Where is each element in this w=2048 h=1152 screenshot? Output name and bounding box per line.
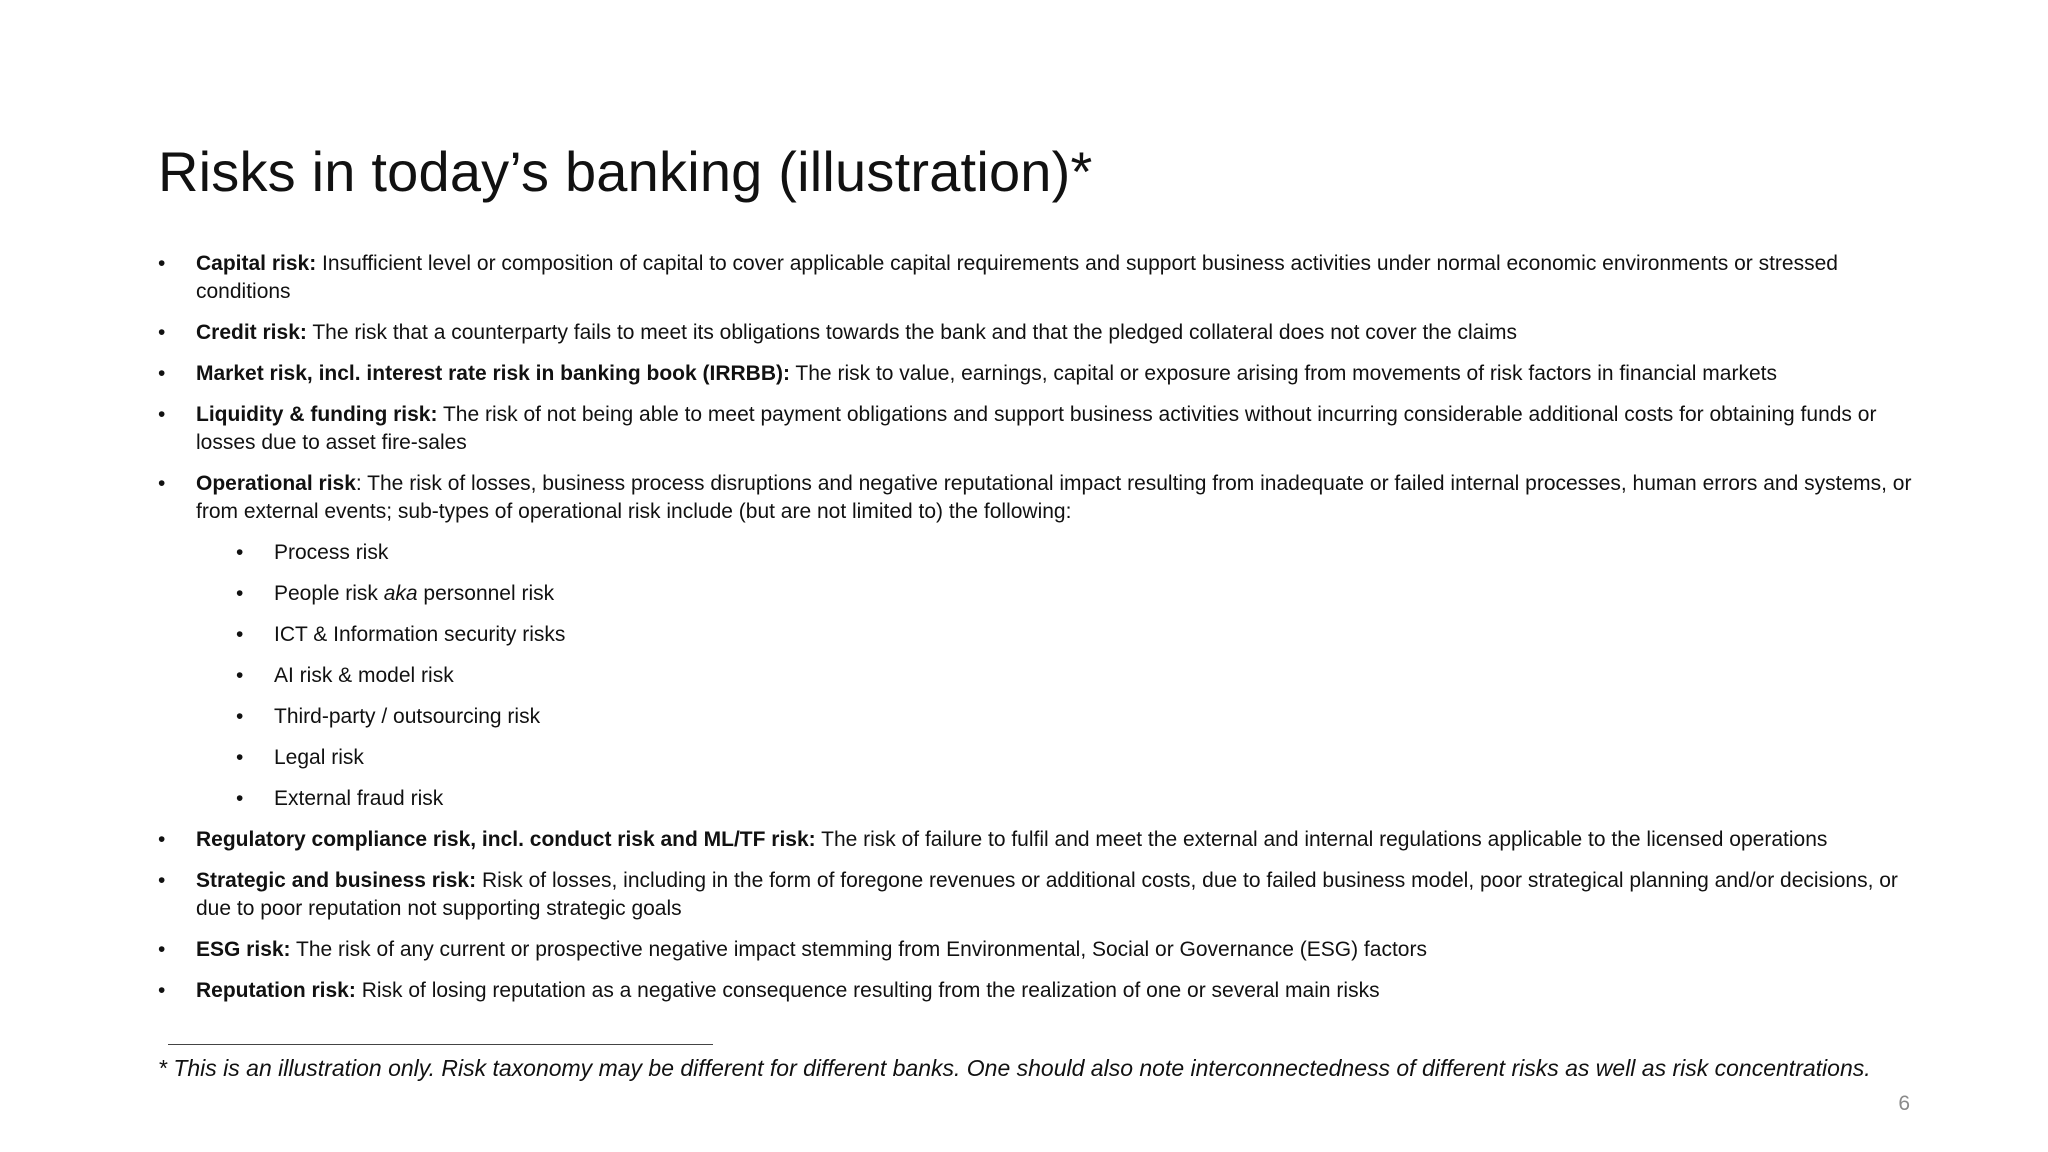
- list-item-market-risk: [158, 360, 1918, 388]
- bullet-icon: •: [158, 869, 166, 892]
- risk-term: Capital risk:: [196, 252, 317, 275]
- bullet-icon: •: [236, 541, 244, 564]
- subtype-label: Third-party / outsourcing risk: [274, 705, 541, 728]
- subtype-label: Legal risk: [274, 746, 364, 769]
- bullet-icon: •: [236, 787, 244, 810]
- subtype-label: Process risk: [274, 541, 389, 564]
- subtype-label: AI risk & model risk: [274, 664, 454, 687]
- page-title: Risks in today’s banking (illustration)*: [158, 140, 1093, 203]
- bullet-icon: •: [158, 828, 166, 851]
- list-item-credit-risk: [158, 319, 1918, 347]
- bullet-icon: •: [236, 623, 244, 646]
- bullet-icon: •: [158, 938, 166, 961]
- subtype-emphasis: aka: [383, 582, 418, 605]
- operational-subtype-list: [158, 539, 1918, 813]
- list-item-liquidity-risk: [158, 401, 1918, 457]
- subtype-label: People risk: [274, 582, 384, 605]
- risk-description: The risk that a counterparty fails to meet its obligations towards the bank and that the pledged collateral does not cover the claims: [306, 321, 1517, 344]
- subtype-label: ICT & Information security risks: [274, 623, 566, 646]
- risk-description: The risk to value, earnings, capital or exposure arising from movements of risk factors in financial markets: [789, 362, 1777, 385]
- bullet-icon: •: [158, 403, 166, 426]
- risk-term: Regulatory compliance risk, incl. conduct risk and ML/TF risk:: [196, 828, 816, 851]
- subtype-item-ict-risk: [158, 621, 1918, 649]
- bullet-icon: •: [236, 746, 244, 769]
- bullet-icon: •: [236, 582, 244, 605]
- risk-term: Credit risk:: [196, 321, 307, 344]
- subtype-label: External fraud risk: [274, 787, 444, 810]
- footnote-divider: [168, 1044, 713, 1045]
- risk-term: Strategic and business risk:: [196, 869, 477, 892]
- risk-term: Market risk, incl. interest rate risk in banking book (IRRBB):: [196, 362, 790, 385]
- bullet-icon: •: [236, 664, 244, 687]
- risk-term: ESG risk:: [196, 938, 291, 961]
- list-item-regulatory-compliance-risk: [158, 826, 1918, 854]
- list-item-reputation-risk: [158, 977, 1918, 1005]
- subtype-item-third-party-risk: [158, 703, 1918, 731]
- list-item-esg-risk: [158, 936, 1918, 964]
- footnote: * This is an illustration only. Risk taxonomy may be different for different banks. One should also note interconnectedness of different risks as well as risk concentrations.: [158, 1055, 1871, 1081]
- risk-description: The risk of any current or prospective negative impact stemming from Environmental, Social or Governance (ESG) factors: [290, 938, 1427, 961]
- list-item-operational-risk: [158, 470, 1918, 526]
- subtype-item-ai-risk: [158, 662, 1918, 690]
- bullet-icon: •: [236, 705, 244, 728]
- risk-description: : The risk of losses, business process disruptions and negative reputational impact resulting from inadequate or failed internal processes, human errors and systems, or from external events; sub-types of operational risk include (but are not limited to) the following:: [196, 472, 1912, 523]
- bullet-icon: •: [158, 472, 166, 495]
- risk-description: Risk of losses, including in the form of foregone revenues or additional costs, due to failed business model, poor strategical planning and/or decisions, or due to poor reputation not supporting strategic goals: [196, 869, 1898, 920]
- risk-description: Insufficient level or composition of capital to cover applicable capital requirements and support business activities under normal economic environments or stressed conditions: [196, 252, 1838, 303]
- risk-description: Risk of losing reputation as a negative consequence resulting from the realization of one or several main risks: [355, 979, 1380, 1002]
- list-item-strategic-risk: [158, 867, 1918, 923]
- list-item-capital-risk: [158, 250, 1918, 306]
- risk-list: [158, 250, 1918, 1018]
- operational-subtypes: [158, 539, 1918, 813]
- subtype-item-people-risk: [158, 580, 1918, 608]
- bullet-icon: •: [158, 362, 166, 385]
- risk-description: The risk of not being able to meet payment obligations and support business activities without incurring considerable additional costs for obtaining funds or losses due to asset fire-sales: [196, 403, 1877, 454]
- subtype-item-legal-risk: [158, 744, 1918, 772]
- subtype-item-external-fraud-risk: [158, 785, 1918, 813]
- bullet-icon: •: [158, 979, 166, 1002]
- bullet-icon: •: [158, 252, 166, 275]
- page-number: 6: [1898, 1092, 1910, 1115]
- risk-term: Liquidity & funding risk:: [196, 403, 438, 426]
- risk-term: Reputation risk:: [196, 979, 356, 1002]
- risk-description: The risk of failure to fulfil and meet the external and internal regulations applicable to the licensed operations: [815, 828, 1828, 851]
- subtype-item-process-risk: [158, 539, 1918, 567]
- risk-term: Operational risk: [196, 472, 356, 495]
- subtype-label-after: personnel risk: [417, 582, 555, 605]
- bullet-icon: •: [158, 321, 166, 344]
